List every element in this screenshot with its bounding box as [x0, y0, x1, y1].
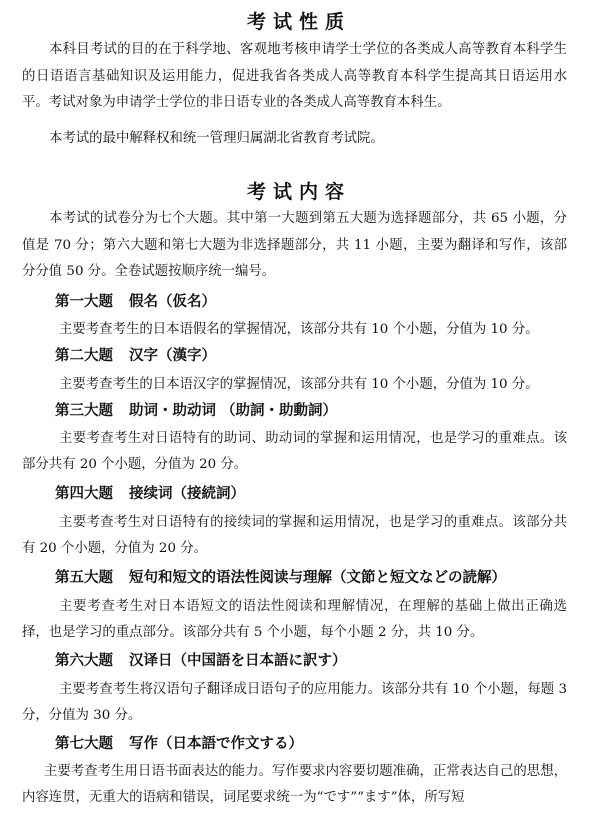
question-2-desc: 主要考查考生的日本语汉字的掌握情况，该部分共有 10 个小题，分值为 10 分。 [59, 377, 539, 392]
question-5-number: 第五大题 [55, 570, 113, 586]
question-1-name: 假名（仮名） [129, 294, 216, 310]
question-6-number: 第六大题 [55, 653, 113, 669]
question-4-title [55, 483, 245, 505]
section-heading-content: 考试内容 [246, 181, 351, 203]
question-5-desc: 主要考查考生对日本语短文的语法性阅读和理解情况，在理解的基础上做出正确选择，也是学习的重点部分。该部分共有 5 个小题，每个小题 2 分，共 10 分。 [22, 599, 567, 640]
question-7-desc: 主要考查考生用日语书面表达的能力。写作要求内容要切题准确，正常表达自己的思想，内容连贯，无重大的语病和错误，词尾要求统一为“です”“ます”体，所写短 [22, 764, 567, 805]
question-6-name: 汉译日（中国語を日本語に訳す） [129, 653, 347, 669]
question-3-desc: 主要考查考生对日语特有的助词、助动词的掌握和运用情况，也是学习的重难点。该部分共有 20 个小题，分值为 20 分。 [22, 431, 567, 472]
question-1-number: 第一大题 [55, 294, 113, 310]
question-7-number: 第七大题 [55, 736, 113, 752]
question-2-title [55, 345, 216, 367]
nature-paragraph-2: 本考试的最中解释权和统一管理归属湖北省教育考试院。 [49, 131, 384, 146]
question-7-title [55, 733, 303, 755]
question-5-name: 短句和短文的语法性阅读与理解（文節と短文などの読解） [129, 570, 506, 586]
question-1-desc: 主要考查考生的日本语假名的掌握情况，该部分共有 10 个小题，分值为 10 分。 [59, 322, 539, 337]
question-5-title [55, 567, 506, 589]
question-3-title [55, 400, 337, 422]
content-intro-paragraph: 本考试的试卷分为七个大题。其中第一大题到第五大题为选择题部分，共 65 小题，分值是 70 分；第六大题和第七大题为非选择题部分，共 11 小题，主要为翻译和写作，该部分分值 50 分。全卷试题按顺序统一编号。 [22, 211, 567, 279]
question-7-name: 写作（日本語で作文する） [129, 736, 303, 752]
section-heading-nature: 考试性质 [246, 11, 351, 33]
question-3-name: 助词・助动词 （助詞・助動詞） [129, 403, 338, 419]
question-2-number: 第二大题 [55, 348, 113, 364]
question-1-title [55, 291, 216, 313]
question-4-name: 接续词（接続詞） [129, 486, 245, 502]
nature-paragraph-1: 本科目考试的目的在于科学地、客观地考核申请学士学位的各类成人高等教育本科学生的日语语言基础知识及运用能力，促进我省各类成人高等教育本科学生提高其日语运用水平。考试对象为申请学士学位的非日语专业的各类成人高等教育本科生。 [22, 42, 567, 110]
question-6-desc: 主要考查考生将汉语句子翻译成日语句子的应用能力。该部分共有 10 个小题，每题 3 分，分值为 30 分。 [22, 682, 567, 723]
question-4-number: 第四大题 [55, 486, 113, 502]
question-3-number: 第三大题 [55, 403, 113, 419]
question-2-name: 汉字（漢字） [129, 348, 216, 364]
question-6-title [55, 650, 347, 672]
question-4-desc: 主要考查考生对日语特有的接续词的掌握和运用情况，也是学习的重难点。该部分共有 20 个小题，分值为 20 分。 [22, 515, 567, 556]
